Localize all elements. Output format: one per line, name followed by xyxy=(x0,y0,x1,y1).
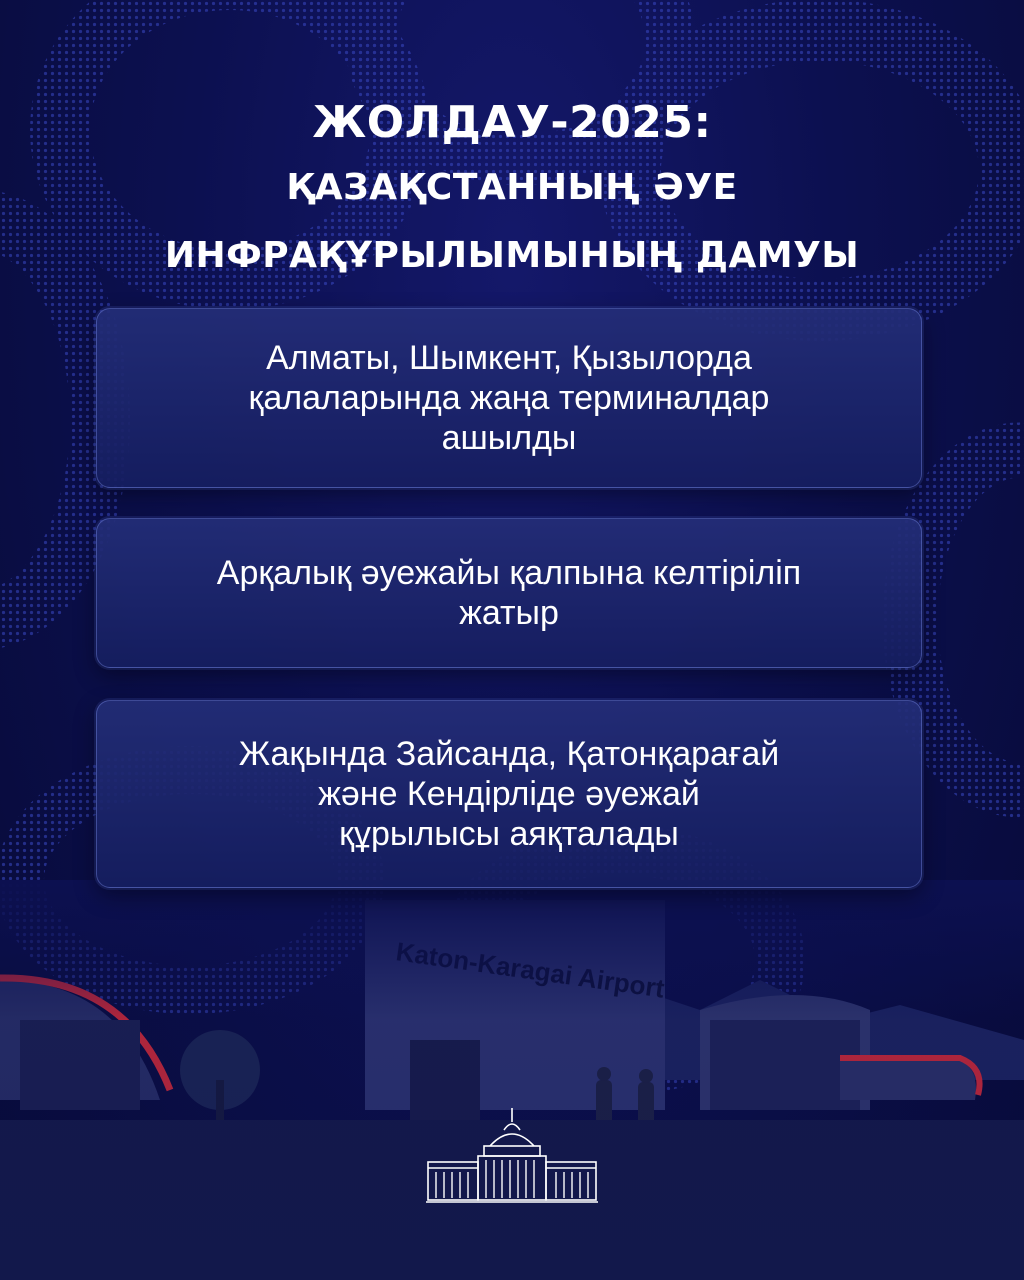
card-text: Арқалық әуежайы қалпына келтіріліп жатыр xyxy=(216,554,802,632)
info-card-new-airports xyxy=(96,700,922,888)
title-line-1: ЖОЛДАУ-2025: xyxy=(312,97,712,148)
title-line-2: ҚАЗАҚСТАННЫҢ ӘУЕ xyxy=(286,167,738,208)
info-card-terminals xyxy=(96,308,922,488)
ring-shape xyxy=(910,450,1024,790)
akorda-palace-icon xyxy=(424,1106,600,1206)
scene-fade xyxy=(0,880,1024,1280)
card-text: Алматы, Шымкент, Қызылорда қалаларында жаңа терминалдар ашылды xyxy=(248,339,770,457)
page-title xyxy=(0,92,1024,290)
airport-scene xyxy=(0,880,1024,1280)
info-card-arkalyk xyxy=(96,518,922,668)
title-line-3: ИНФРАҚҰРЫЛЫМЫНЫҢ ДАМУЫ xyxy=(164,235,860,276)
card-text: Жақында Зайсанда, Қатонқарағай және Кендірліде әуежай құрылысы аяқталады xyxy=(238,735,780,853)
